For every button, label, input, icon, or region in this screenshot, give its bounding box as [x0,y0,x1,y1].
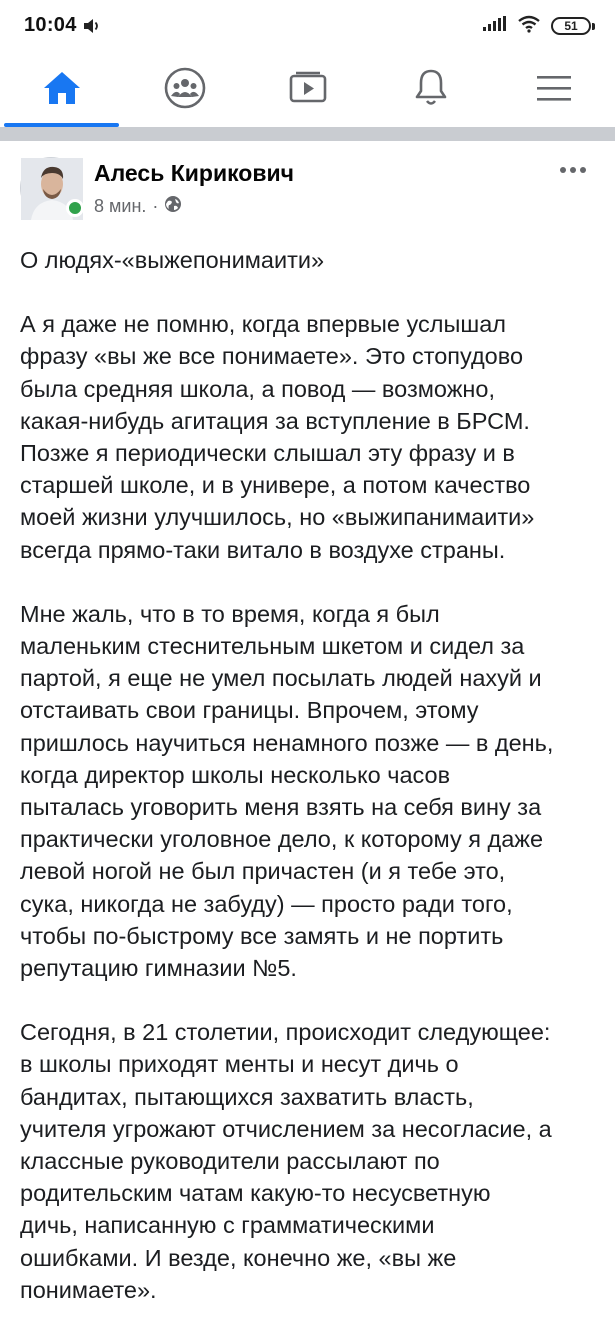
meta-separator: · [152,196,159,216]
status-indicators [483,14,591,38]
post-timestamp[interactable]: 8 мин. [94,196,147,216]
hamburger-menu-icon [536,73,572,108]
feed-post [0,141,615,1303]
groups-icon [164,67,206,114]
post-paragraph: Сегодня, в 21 столетии, происходит следующее: в школы приходят менты и несут дичь о бандитах, пытающихся захватить власть, учителя угрожают отчислением за несогласие, а классные руководители рассылают по родительским чатам какую-то несусветную дичь, написанную с грамматическими ошибками. И везде, конечно же, «вы же понимаете». [20,1019,552,1303]
nav-tab-watch[interactable] [246,54,369,127]
nav-tab-home[interactable] [0,54,123,127]
post-author-name[interactable]: Алесь Кирикович [94,160,294,186]
status-bar [0,0,615,54]
bell-icon [413,68,449,113]
video-play-icon [288,71,328,110]
post-paragraph: Мне жаль, что в то время, когда я был маленьким стеснительным шкетом и сидел за партой, я еще не умел посылать людей нахуй и отстаивать свои границы. Впрочем, этому пришлось научиться ненамного позже — в день, когда директор школы несколько часов пыталась уговорить меня взять на себя вину за практически уголовное дело, к которому я даже левой ногой не был причастен (и я тебе это, сука, никогда не забуду) — просто ради того, чтобы по-быстрому все замять и не портить репутацию гимназии №5. [20,600,554,982]
globe-icon [164,195,182,218]
nav-tab-menu[interactable] [492,54,615,127]
top-navigation [0,54,615,127]
post-paragraph: А я даже не помню, когда впервые услышал фразу «вы же все понимаете». Это стопудово была средняя школа, а повод — возможно, какая-нибудь агитация за вступление в БРСМ. Позже я периодически слышал эту фразу и в старшей школе, и в универе, а потом качество моей жизни улучшилось, но «выжипанимаити» всегда прямо-таки витало в воздухе страны. [20,311,535,563]
signal-icon [483,16,507,37]
status-time: 10:04 [24,14,77,36]
post-paragraph: О людях-«выжепонимаити» [20,247,325,273]
avatar[interactable] [20,157,82,219]
sound-icon [82,16,102,36]
online-status-indicator [66,199,84,217]
more-options-icon[interactable] [559,163,587,175]
battery-icon: 51 [551,17,591,35]
post-meta [94,195,182,218]
wifi-icon [517,15,541,38]
post-body [20,244,600,1338]
nav-tab-notifications[interactable] [369,54,492,127]
feed-separator [0,127,615,141]
nav-tab-groups[interactable] [123,54,246,127]
home-icon [42,70,82,111]
